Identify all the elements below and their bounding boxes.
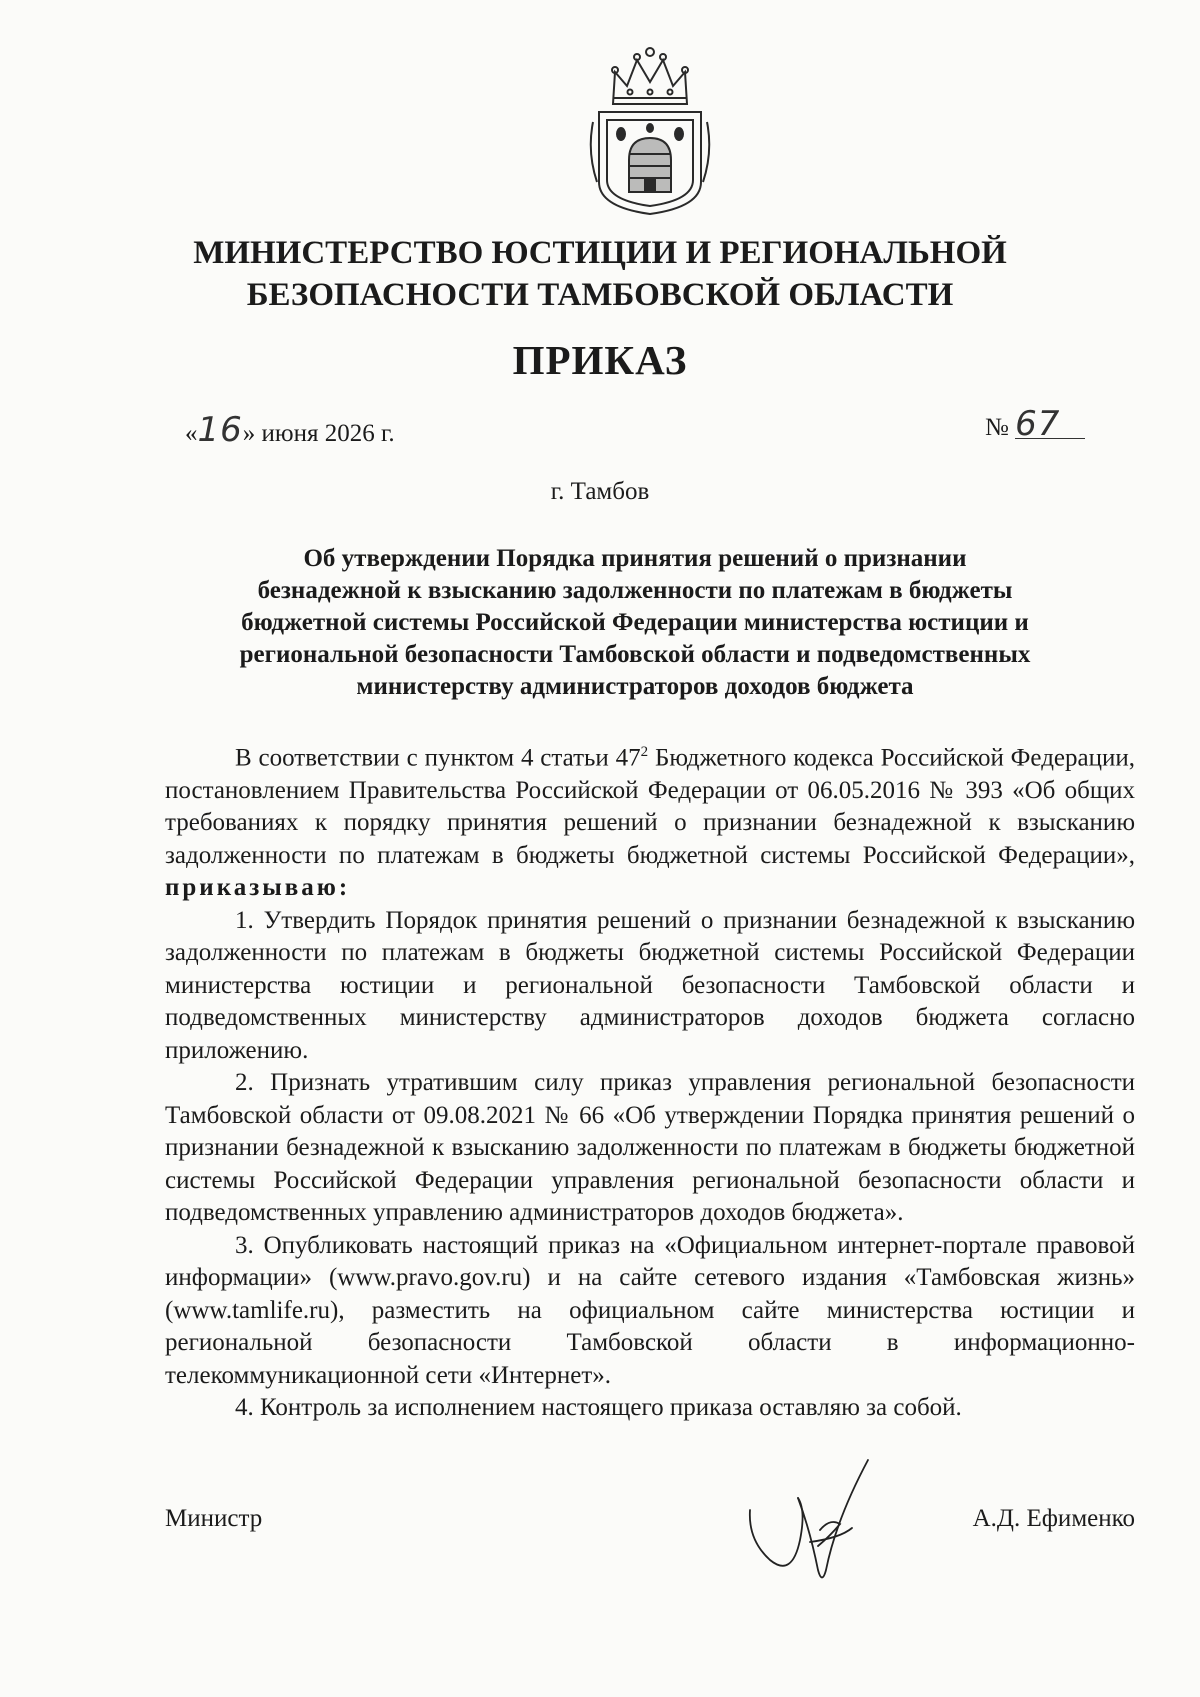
date-day-handwritten: 16	[197, 410, 243, 450]
coat-of-arms-icon	[585, 42, 715, 218]
item-paragraph-3: 3. Опубликовать настоящий приказ на «Официальном интернет-портале правовой информации» (www.pravo.gov.ru) и на сайте сетевого издания «Тамбовская жизнь» (www.tamlife.ru), разместить на официальном сайте министерства юстиции и региональной безопасности Тамбовской области в информационно-телекоммуникационной сети «Интернет».	[165, 1231, 1135, 1389]
document-type-title: ПРИКАЗ	[512, 337, 688, 383]
subject-line: бюджетной системы Российской Федерации министерства юстиции и	[241, 609, 1029, 636]
order-subject	[175, 543, 1095, 703]
ministry-name	[0, 232, 1200, 316]
subject-line: безнадежной к взысканию задолженности по платежам в бюджеты	[257, 577, 1013, 604]
signatory-position: Министр	[165, 1505, 263, 1532]
date-month-year: » июня 2026 г.	[242, 420, 395, 447]
subject-line: министерству администраторов доходов бюджета	[356, 673, 914, 700]
article-superscript: 2	[640, 744, 649, 760]
order-number	[985, 404, 1085, 444]
order-date	[185, 410, 395, 450]
city: г. Тамбов	[550, 478, 650, 505]
preamble-paragraph	[165, 736, 1135, 905]
date-open-quote: «	[185, 420, 198, 447]
command-word: приказываю:	[165, 874, 351, 902]
ministry-line-2: БЕЗОПАСНОСТИ ТАМБОВСКОЙ ОБЛАСТИ	[246, 277, 954, 313]
item-paragraph-4: 4. Контроль за исполнением настоящего приказа оставляю за собой.	[235, 1394, 962, 1422]
preamble-text-start: В соответствии с пунктом 4 статьи 47	[235, 744, 641, 772]
subject-line: региональной безопасности Тамбовской области и подведомственных	[239, 641, 1031, 668]
subject-line: Об утверждении Порядка принятия решений о признании	[303, 545, 967, 572]
signature-block	[165, 1505, 1135, 1545]
handwritten-signature	[740, 1450, 890, 1590]
number-prefix: №	[985, 414, 1009, 441]
number-value-handwritten: 67	[1015, 410, 1085, 439]
item-paragraph-1: 1. Утвердить Порядок принятия решений о признании безнадежной к взысканию задолженности по платежам в бюджеты бюджетной системы Российской Федерации министерства юстиции и региональной безопасности Тамбовской области и подведомственных министерству администраторов доходов бюджета согласно приложению.	[165, 906, 1135, 1064]
item-paragraph-2: 2. Признать утратившим силу приказ управления региональной безопасности Тамбовской области от 09.08.2021 № 66 «Об утверждении Порядка принятия решений о признании безнадежной к взысканию задолженности по платежам в бюджеты бюджетной системы Российской Федерации управления региональной безопасности области и подведомственных управлению администраторов доходов бюджета».	[165, 1069, 1135, 1227]
ministry-line-1: МИНИСТЕРСТВО ЮСТИЦИИ И РЕГИОНАЛЬНОЙ	[193, 235, 1007, 271]
preamble-text-rest: Бюджетного кодекса Российской Федерации, постановлением Правительства Российской Федерации от 06.05.2016 № 393 «Об общих требованиях к порядку принятия решений о признании безнадежной к взысканию задолженности по платежам в бюджеты бюджетной системы Российской Федерации»,	[165, 744, 1135, 869]
signatory-name: А.Д. Ефименко	[972, 1505, 1135, 1532]
order-body	[165, 736, 1135, 1425]
